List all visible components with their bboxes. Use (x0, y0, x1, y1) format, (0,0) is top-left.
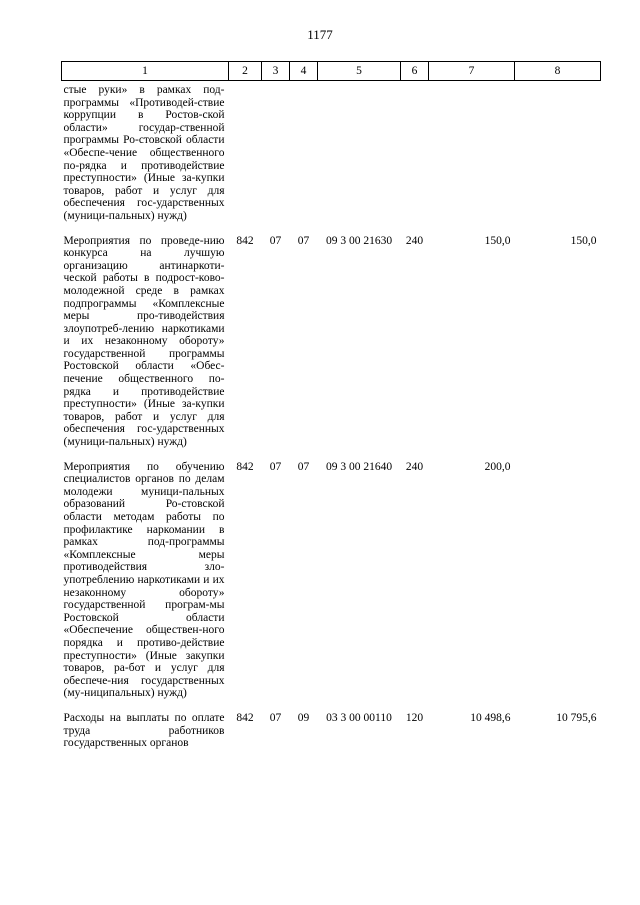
cell-target-article: 03 3 00 00110 (326, 711, 392, 724)
row-description: Мероприятия по проведе-нию конкурса на лучшую организацию антинаркоти-ческой работы в подрост-ково-молодежной среде в рамках подпрограммы «Комплексные меры про-тиводействия злоупотреб-лению наркотиками и их незаконному обороту» государственной программы Ростовской области «Обес-печение общественного по-рядка и противодействие преступности» (Иные за-купки товаров, работ и услуг для обеспечения гос-ударственных (муници-пальных) нужд) (63, 234, 225, 449)
cell-expense-type: 240 (405, 460, 424, 473)
column-header: 6 (401, 62, 429, 81)
cell-amount-2 (515, 449, 601, 700)
cell-amount-2: 10 795,6 (556, 711, 597, 724)
row-description: Мероприятия по обучению специалистов органов по делам молодежи муници-пальных образований Ро-стовской области методам работы по профилактике наркомании в рамках под-программы «Комплексные меры противодействия зло-употреблению наркотиками и их незаконному обороту» государственной програм-мы Ростовской области «Обеспечение обществен-ного порядка и противо-действие преступности» (Иные закупки товаров, ра-бот и услуг для обеспече-ния государственных (му-ниципальных) нужд) (63, 460, 225, 700)
cell-ministry: 842 (236, 460, 254, 473)
cell-amount-1: 150,0 (484, 234, 511, 247)
cell-ministry: 842 (236, 711, 254, 724)
column-header: 4 (290, 62, 318, 81)
cell-amount-2: 150,0 (570, 234, 597, 247)
table-row (62, 449, 601, 700)
cell-target-article: 09 3 00 21640 (325, 460, 393, 473)
column-header: 5 (318, 62, 401, 81)
cell-expense-type: 240 (405, 234, 424, 247)
cell-amount-1 (429, 81, 515, 223)
table-row (62, 81, 601, 223)
table-header-row (62, 62, 601, 81)
cell-amount-2 (515, 81, 601, 223)
column-header: 3 (262, 62, 290, 81)
cell-subsection: 07 (297, 234, 310, 247)
cell-subsection: 07 (297, 460, 310, 473)
cell-expense-type (401, 81, 429, 223)
cell-subsection (290, 81, 318, 223)
cell-amount-1: 10 498,6 (470, 711, 511, 724)
cell-target-article (318, 81, 401, 223)
cell-section (262, 81, 290, 223)
budget-table (61, 61, 601, 750)
column-header: 7 (429, 62, 515, 81)
table-row (62, 700, 601, 750)
cell-subsection: 09 (297, 711, 310, 724)
column-header: 1 (62, 62, 229, 81)
cell-expense-type: 120 (405, 711, 424, 724)
page-number: 1177 (307, 27, 333, 42)
cell-section: 07 (269, 460, 282, 473)
cell-section: 07 (269, 711, 282, 724)
cell-section: 07 (269, 234, 282, 247)
row-description: стые руки» в рамках под-программы «Противодей-ствие коррупции в Ростов-ской области» государ-ственной программы Ро-стовской области «Обеспе-чение общественного по-рядка и противодействие преступности» (Иные за-купки товаров, работ и услуг для обеспечения гос-ударственных (муници-пальных) нужд) (63, 84, 225, 222)
cell-target-article: 09 3 00 21630 (325, 234, 393, 247)
column-header: 8 (515, 62, 601, 81)
cell-ministry (229, 81, 262, 223)
column-header: 2 (229, 62, 262, 81)
cell-ministry: 842 (236, 234, 254, 247)
table-row (62, 223, 601, 449)
row-description: Расходы на выплаты по оплате труда работников государственных органов (63, 711, 225, 750)
cell-amount-1: 200,0 (484, 460, 511, 473)
